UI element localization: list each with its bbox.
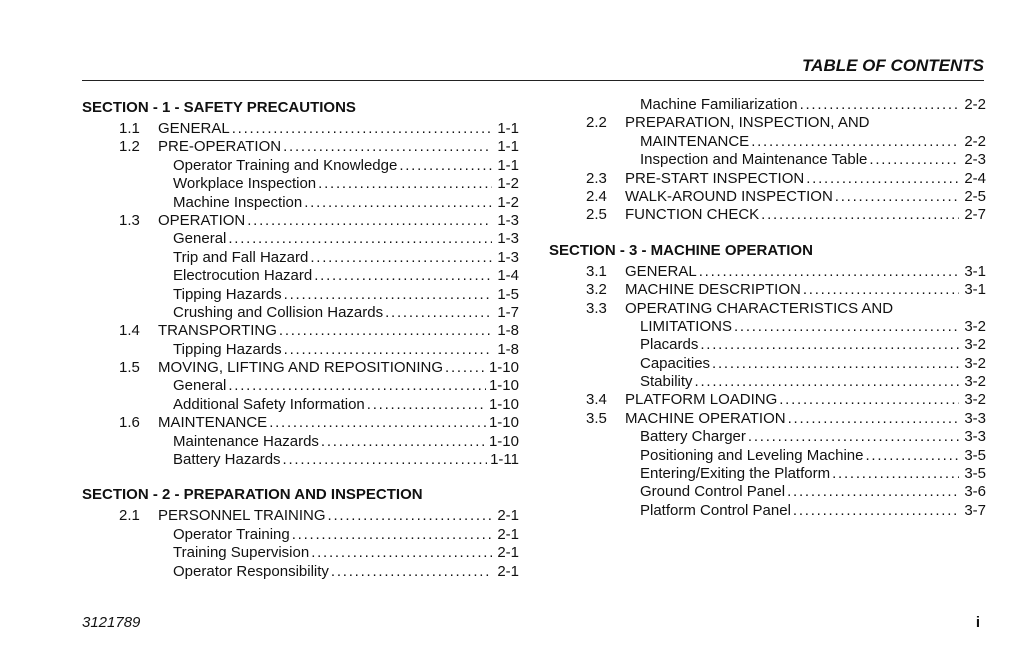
dot-leader xyxy=(328,507,492,525)
toc-subentry[interactable] xyxy=(549,373,986,391)
dot-leader xyxy=(779,391,959,409)
entry-title: Entering/Exiting the Platform xyxy=(640,465,831,483)
entry-number: 2.3 xyxy=(586,169,607,187)
toc-entry[interactable] xyxy=(82,359,519,377)
dot-leader xyxy=(247,212,492,230)
entry-number: 1.6 xyxy=(119,414,140,432)
dot-leader xyxy=(700,336,959,354)
toc-entry[interactable] xyxy=(82,507,519,525)
dot-leader xyxy=(304,194,492,212)
toc-entry[interactable] xyxy=(549,281,986,299)
entry-page: 3-2 xyxy=(964,317,986,335)
entry-number: 1.3 xyxy=(119,211,140,229)
entry-title: Placards xyxy=(640,336,699,354)
entry-page: 2-7 xyxy=(964,206,986,224)
entry-title: MACHINE DESCRIPTION xyxy=(625,281,801,299)
entry-page: 3-3 xyxy=(964,409,986,427)
dot-leader xyxy=(869,151,959,169)
entry-page: 3-1 xyxy=(964,262,986,280)
toc-entry[interactable] xyxy=(549,391,986,409)
dot-leader xyxy=(292,526,492,544)
dot-leader xyxy=(367,396,486,414)
toc-subentry[interactable] xyxy=(82,377,519,395)
entry-title: General xyxy=(173,377,227,395)
toc-entry-continuation[interactable] xyxy=(549,133,986,151)
entry-title: MAINTENANCE xyxy=(158,414,268,432)
dot-leader xyxy=(314,267,492,285)
toc-entry[interactable] xyxy=(549,188,986,206)
entry-title: MOVING, LIFTING AND REPOSITIONING xyxy=(158,359,444,377)
toc-subentry[interactable] xyxy=(82,175,519,193)
entry-number: 3.5 xyxy=(586,409,607,427)
entry-title: Inspection and Maintenance Table xyxy=(640,151,868,169)
dot-leader xyxy=(283,451,488,469)
toc-subentry[interactable] xyxy=(82,433,519,451)
toc-entry[interactable] xyxy=(82,120,519,138)
entry-title: General xyxy=(173,230,227,248)
entry-page: 3-2 xyxy=(964,391,986,409)
section-heading[interactable]: SECTION - 1 - SAFETY PRECAUTIONS xyxy=(82,99,356,116)
dot-leader xyxy=(279,322,492,340)
dot-leader xyxy=(788,410,959,428)
entry-page: 2-1 xyxy=(497,507,519,525)
dot-leader xyxy=(321,433,486,451)
dot-leader xyxy=(232,120,492,138)
dot-leader xyxy=(787,483,959,501)
toc-entry[interactable] xyxy=(549,263,986,281)
toc-subentry[interactable] xyxy=(82,341,519,359)
toc-subentry[interactable] xyxy=(82,544,519,562)
entry-page: 1-8 xyxy=(497,340,519,358)
section-heading[interactable]: SECTION - 3 - MACHINE OPERATION xyxy=(549,241,813,259)
toc-subentry[interactable] xyxy=(549,336,986,354)
entry-page: 2-2 xyxy=(964,96,986,113)
entry-number: 3.3 xyxy=(586,299,607,317)
dot-leader xyxy=(318,175,492,193)
entry-page: 3-5 xyxy=(964,465,986,483)
entry-title: PRE-START INSPECTION xyxy=(625,169,805,187)
header-rule xyxy=(82,80,984,81)
entry-title: PRE-OPERATION xyxy=(158,138,282,156)
dot-leader xyxy=(803,281,959,299)
entry-page: 1-1 xyxy=(497,138,519,156)
entry-title: Stability xyxy=(640,373,693,391)
dot-leader xyxy=(228,377,486,395)
entry-title: TRANSPORTING xyxy=(158,322,277,340)
dot-leader xyxy=(228,230,492,248)
entry-title: OPERATING CHARACTERISTICS AND xyxy=(625,299,894,317)
entry-number: 2.4 xyxy=(586,187,607,205)
entry-page: 1-5 xyxy=(497,285,519,303)
entry-title: Battery Charger xyxy=(640,428,746,446)
toc-entry[interactable] xyxy=(82,212,519,230)
dot-leader xyxy=(284,286,492,304)
entry-title: FUNCTION CHECK xyxy=(625,206,760,224)
toc-subentry[interactable] xyxy=(549,483,986,501)
entry-page: 1-1 xyxy=(497,156,519,174)
entry-title: Battery Hazards xyxy=(173,451,281,469)
dot-leader xyxy=(269,414,486,432)
toc-entry-continuation[interactable] xyxy=(549,318,986,336)
entry-page: 3-6 xyxy=(964,483,986,501)
toc-subentry[interactable] xyxy=(82,526,519,544)
entry-title: Operator Training xyxy=(173,525,290,543)
dot-leader xyxy=(761,206,959,224)
document-number: 3121789 xyxy=(82,614,141,631)
entry-page: 1-10 xyxy=(488,432,519,450)
toc-subentry[interactable] xyxy=(549,428,986,446)
entry-page: 1-10 xyxy=(488,395,519,413)
dot-leader xyxy=(284,341,492,359)
entry-page: 3-2 xyxy=(964,336,986,354)
entry-page: 1-8 xyxy=(497,322,519,340)
entry-page: 2-4 xyxy=(964,169,986,187)
entry-page: 2-3 xyxy=(964,151,986,169)
section-heading[interactable]: SECTION - 2 - PREPARATION AND INSPECTION xyxy=(82,486,423,504)
toc-subentry[interactable] xyxy=(82,230,519,248)
dot-leader xyxy=(748,428,959,446)
entry-title: MACHINE OPERATION xyxy=(625,409,786,427)
entry-page: 1-7 xyxy=(497,303,519,321)
entry-title: Machine Familiarization xyxy=(640,96,798,113)
entry-title: Machine Inspection xyxy=(173,193,303,211)
toc-subentry[interactable] xyxy=(82,157,519,175)
entry-title: Maintenance Hazards xyxy=(173,432,319,450)
entry-title: GENERAL xyxy=(158,120,230,137)
header-title: TABLE OF CONTENTS xyxy=(802,56,984,75)
entry-title: Trip and Fall Hazard xyxy=(173,248,309,266)
toc-subentry[interactable] xyxy=(82,396,519,414)
entry-title: OPERATION xyxy=(158,211,246,229)
entry-title: Operator Training and Knowledge xyxy=(173,156,398,174)
toc-subentry[interactable] xyxy=(82,267,519,285)
entry-number: 1.2 xyxy=(119,138,140,156)
toc-subentry[interactable] xyxy=(82,451,519,469)
dot-leader xyxy=(331,563,492,581)
dot-leader xyxy=(832,465,959,483)
entry-number: 1.1 xyxy=(119,120,140,137)
toc-left-column xyxy=(82,96,519,581)
entry-title: Training Supervision xyxy=(173,544,310,562)
toc-subentry[interactable] xyxy=(549,151,986,169)
entry-page: 1-3 xyxy=(497,230,519,248)
entry-page: 3-1 xyxy=(964,281,986,299)
entry-title: LIMITATIONS xyxy=(640,317,732,335)
toc-right-column xyxy=(549,96,986,520)
entry-title: WALK-AROUND INSPECTION xyxy=(625,187,833,205)
toc-entry[interactable] xyxy=(549,114,986,132)
dot-leader xyxy=(734,318,959,336)
entry-number: 3.1 xyxy=(586,262,607,280)
entry-title: Additional Safety Information xyxy=(173,395,365,413)
entry-title: MAINTENANCE xyxy=(640,132,750,150)
entry-page: 1-3 xyxy=(497,211,519,229)
entry-title: Ground Control Panel xyxy=(640,483,786,501)
entry-number: 3.4 xyxy=(586,391,607,409)
entry-title: Positioning and Leveling Machine xyxy=(640,446,864,464)
entry-page: 1-2 xyxy=(497,175,519,193)
dot-leader xyxy=(712,355,959,373)
dot-leader xyxy=(385,304,492,322)
dot-leader xyxy=(399,157,492,175)
toc-subentry[interactable] xyxy=(549,355,986,373)
entry-page: 2-1 xyxy=(497,525,519,543)
dot-leader xyxy=(835,188,959,206)
entry-page: 3-3 xyxy=(964,428,986,446)
toc-subentry[interactable] xyxy=(82,249,519,267)
page-number: i xyxy=(975,614,980,631)
entry-page: 1-10 xyxy=(488,377,519,395)
entry-title: PLATFORM LOADING xyxy=(625,391,778,409)
entry-number: 1.5 xyxy=(119,359,140,377)
entry-page: 1-10 xyxy=(488,359,519,377)
entry-title: Tipping Hazards xyxy=(173,340,282,358)
dot-leader xyxy=(793,502,959,520)
toc-subentry[interactable] xyxy=(82,194,519,212)
toc-entry[interactable] xyxy=(549,300,986,318)
toc-subentry[interactable] xyxy=(82,304,519,322)
dot-leader xyxy=(806,170,959,188)
entry-page: 1-1 xyxy=(497,120,519,137)
entry-title: GENERAL xyxy=(625,262,697,280)
toc-subentry[interactable] xyxy=(82,286,519,304)
entry-page: 3-7 xyxy=(964,501,986,519)
entry-title: Workplace Inspection xyxy=(173,175,317,193)
dot-leader xyxy=(283,138,492,156)
toc-subentry[interactable] xyxy=(82,563,519,581)
entry-number: 2.5 xyxy=(586,206,607,224)
entry-page: 1-4 xyxy=(497,267,519,285)
dot-leader xyxy=(800,96,959,114)
dot-leader xyxy=(699,263,959,281)
entry-title: Operator Responsibility xyxy=(173,562,329,580)
entry-number: 3.2 xyxy=(586,281,607,299)
entry-page: 3-2 xyxy=(964,354,986,372)
entry-number: 2.2 xyxy=(586,114,607,132)
toc-subentry[interactable] xyxy=(549,465,986,483)
entry-title: Tipping Hazards xyxy=(173,285,282,303)
entry-page: 1-10 xyxy=(488,414,519,432)
toc-entry[interactable] xyxy=(82,414,519,432)
toc-entry[interactable] xyxy=(549,206,986,224)
dot-leader xyxy=(865,447,959,465)
toc-entry[interactable] xyxy=(549,170,986,188)
entry-title: PERSONNEL TRAINING xyxy=(158,507,326,525)
entry-page: 1-3 xyxy=(497,248,519,266)
entry-page: 1-11 xyxy=(490,451,519,469)
entry-page: 2-2 xyxy=(964,132,986,150)
entry-title: PREPARATION, INSPECTION, AND xyxy=(625,114,870,132)
entry-title: Capacities xyxy=(640,354,711,372)
entry-page: 3-5 xyxy=(964,446,986,464)
entry-number: 2.1 xyxy=(119,507,140,525)
toc-entry[interactable] xyxy=(549,410,986,428)
entry-page: 2-1 xyxy=(497,544,519,562)
dot-leader xyxy=(751,133,959,151)
entry-page: 2-5 xyxy=(964,187,986,205)
toc-subentry[interactable] xyxy=(549,96,986,114)
dot-leader xyxy=(445,359,486,377)
entry-page: 1-2 xyxy=(497,193,519,211)
dot-leader xyxy=(310,249,492,267)
toc-entry[interactable] xyxy=(82,322,519,340)
dot-leader xyxy=(695,373,959,391)
toc-entry[interactable] xyxy=(82,138,519,156)
entry-title: Electrocution Hazard xyxy=(173,267,313,285)
entry-title: Platform Control Panel xyxy=(640,501,791,519)
toc-subentry[interactable] xyxy=(549,447,986,465)
entry-page: 2-1 xyxy=(497,562,519,580)
dot-leader xyxy=(311,544,492,562)
toc-subentry[interactable] xyxy=(549,502,986,520)
entry-title: Crushing and Collision Hazards xyxy=(173,303,384,321)
entry-number: 1.4 xyxy=(119,322,140,340)
entry-page: 3-2 xyxy=(964,373,986,391)
